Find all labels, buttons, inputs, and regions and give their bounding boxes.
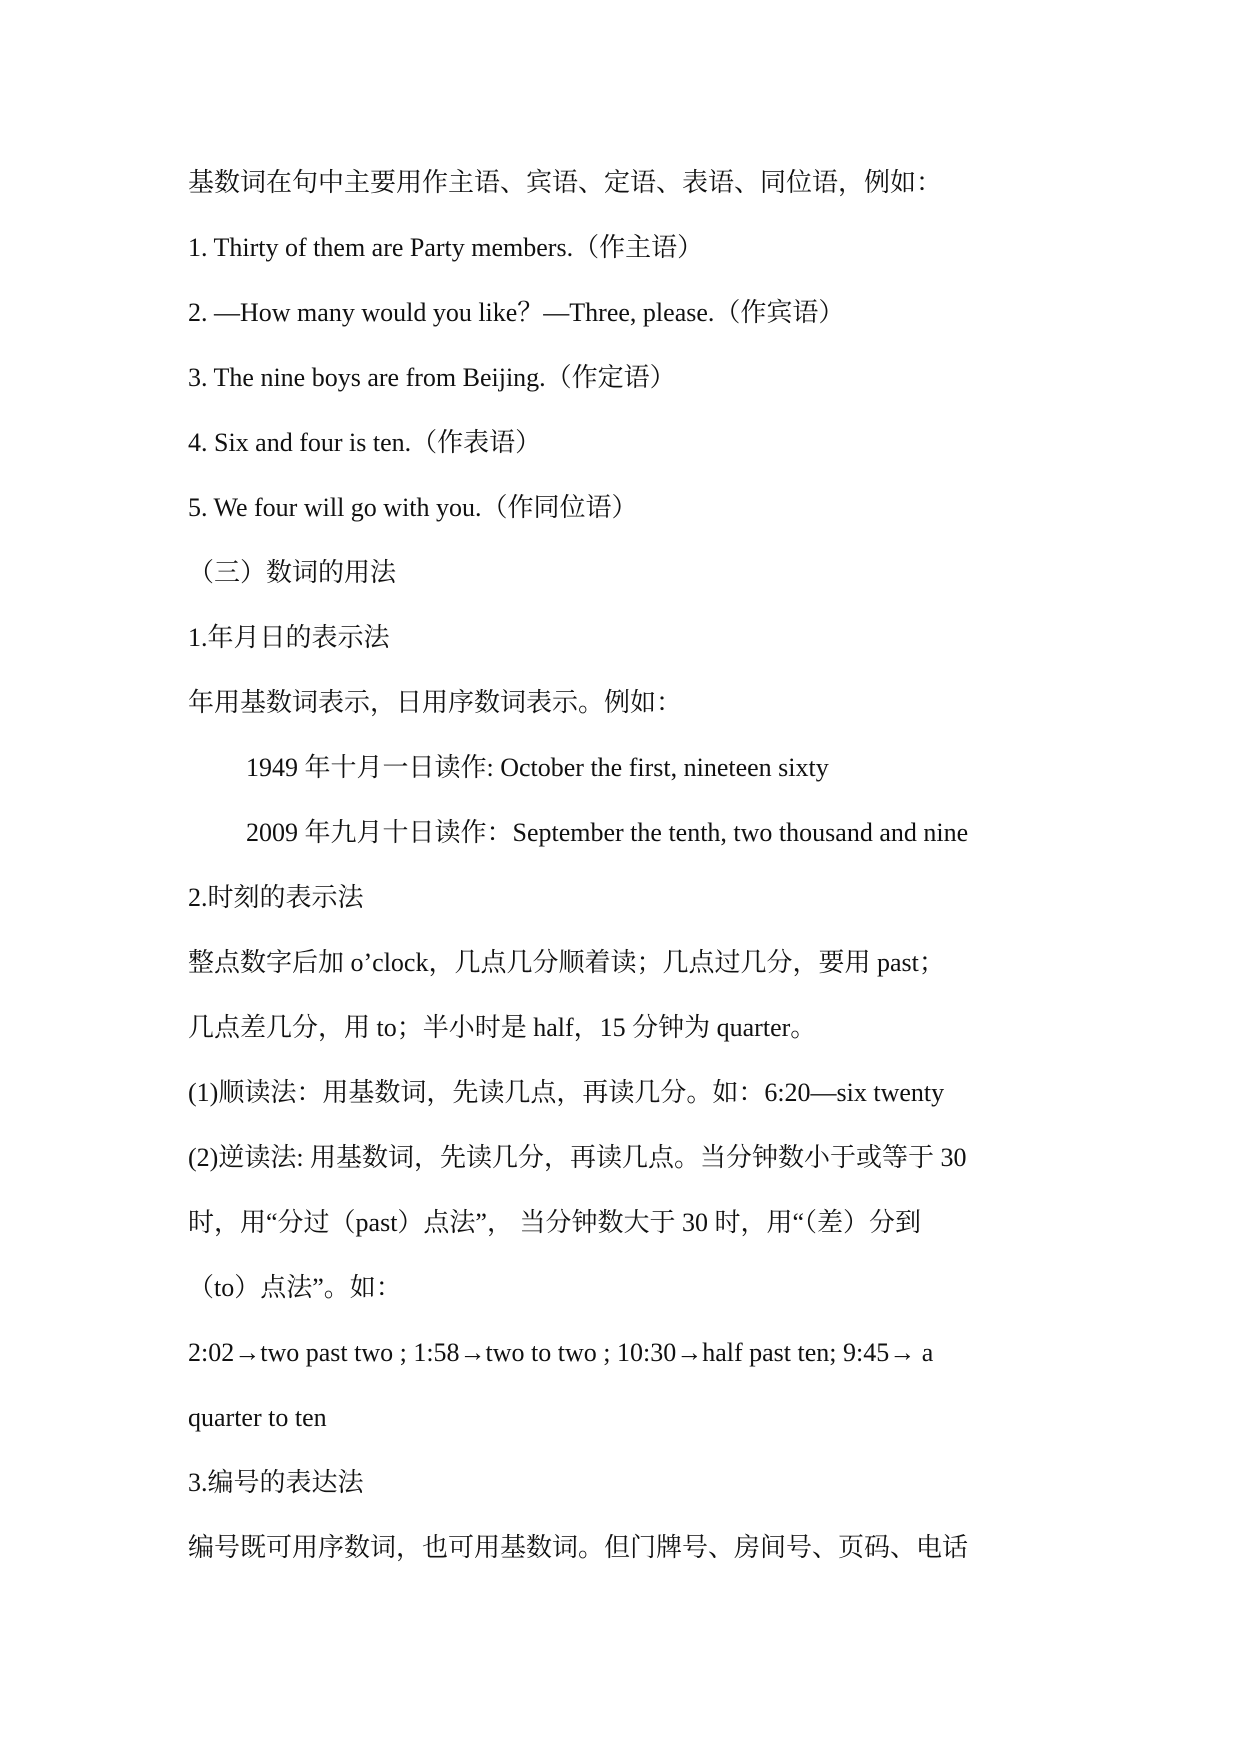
date-example-2: 2009 年九月十日读作：September the tenth, two thousand and nine bbox=[246, 818, 969, 847]
time-examples-line-2: quarter to ten bbox=[188, 1403, 327, 1432]
time-method-2-line-2: 时，用“分过（past）点法”， 当分钟数大于 30 时，用“（差）分到 bbox=[188, 1208, 922, 1237]
date-example-1: 1949 年十月一日读作: October the first, nineteen sixty bbox=[246, 753, 829, 782]
subsection-time-heading: 2.时刻的表示法 bbox=[188, 883, 364, 912]
time-method-2-line-3: （to）点法”。如： bbox=[188, 1273, 402, 1302]
example-object: 2. —How many would you like？—Three, please.（作宾语） bbox=[188, 298, 845, 327]
time-rule-text-1: 整点数字后加 o’clock，几点几分顺着读；几点过几分，要用 past； bbox=[188, 948, 945, 977]
document-body bbox=[188, 150, 1068, 1580]
example-attributive: 3. The nine boys are from Beijing.（作定语） bbox=[188, 363, 676, 392]
subsection-number-heading: 3.编号的表达法 bbox=[188, 1468, 364, 1497]
date-rule-text: 年用基数词表示，日用序数词表示。例如： bbox=[188, 688, 683, 717]
example-predicative: 4. Six and four is ten.（作表语） bbox=[188, 428, 542, 457]
time-method-2-line-1: (2)逆读法: 用基数词，先读几分，再读几点。当分钟数小于或等于 30 bbox=[188, 1143, 967, 1172]
example-appositive: 5. We four will go with you.（作同位语） bbox=[188, 493, 638, 522]
example-subject: 1. Thirty of them are Party members.（作主语） bbox=[188, 233, 704, 262]
section-heading: （三）数词的用法 bbox=[188, 558, 397, 587]
time-rule-text-2: 几点差几分，用 to；半小时是 half，15 分钟为 quarter。 bbox=[188, 1013, 817, 1042]
number-rule-text: 编号既可用序数词，也可用基数词。但门牌号、房间号、页码、电话 bbox=[188, 1533, 969, 1562]
time-method-1: (1)顺读法：用基数词，先读几点，再读几分。如：6:20—six twenty bbox=[188, 1078, 945, 1107]
intro-paragraph: 基数词在句中主要用作主语、宾语、定语、表语、同位语，例如： bbox=[188, 168, 943, 197]
time-examples-line-1: 2:02→two past two ; 1:58→two to two ; 10:30→half past ten; 9:45→ a bbox=[188, 1338, 934, 1367]
subsection-date-heading: 1.年月日的表示法 bbox=[188, 623, 390, 652]
